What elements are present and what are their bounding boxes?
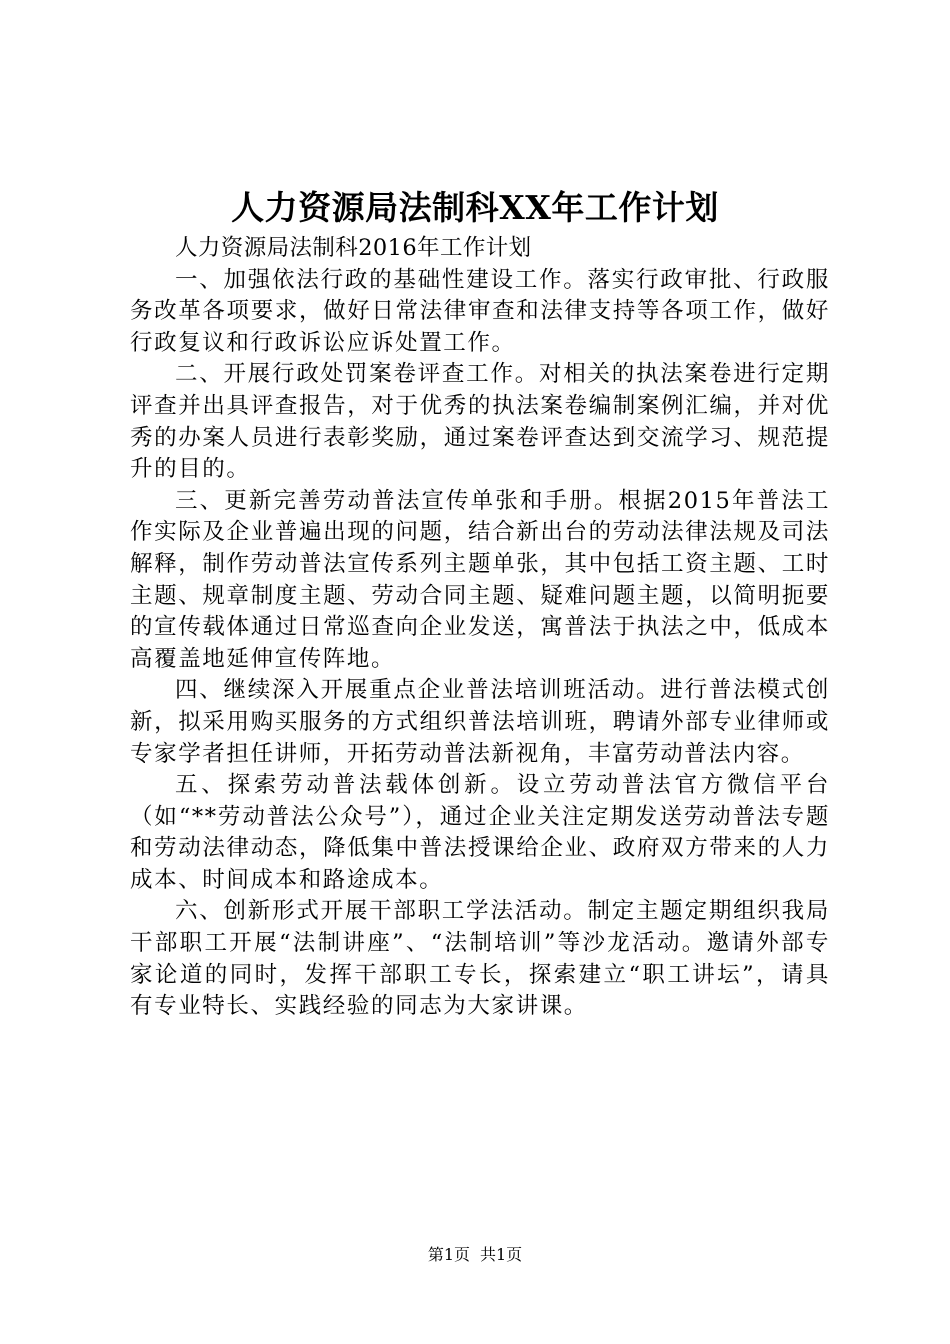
page-number: 第1页 [427,1245,470,1264]
document-title: 人力资源局法制科XX年工作计划 [231,188,719,227]
paragraph-2: 二、开展行政处罚案卷评查工作。对相关的执法案卷进行定期评查并出具评查报告，对于优秀的执法案卷编制案例汇编，并对优秀的办案人员进行表彰奖励，通过案卷评查达到交流学习、规范提升的目的。 [130,361,830,483]
paragraph-4: 四、继续深入开展重点企业普法培训班活动。进行普法模式创新，拟采用购买服务的方式组织普法培训班，聘请外部专业律师或专家学者担任讲师，开拓劳动普法新视角，丰富劳动普法内容。 [130,677,830,767]
document-subtitle: 人力资源局法制科2016年工作计划 [175,235,532,261]
page-footer [0,1245,950,1265]
paragraph-3: 三、更新完善劳动普法宣传单张和手册。根据2015年普法工作实际及企业普遍出现的问题，结合新出台的劳动法律法规及司法解释，制作劳动普法宣传系列主题单张，其中包括工资主题、工时主题、规章制度主题、劳动合同主题、疑难问题主题，以简明扼要的宣传载体通过日常巡查向企业发送，寓普法于执法之中，低成本高覆盖地延伸宣传阵地。 [130,487,830,672]
paragraph-6: 六、创新形式开展干部职工学法活动。制定主题定期组织我局干部职工开展“法制讲座”、“法制培训”等沙龙活动。邀请外部专家论道的同时，发挥干部职工专长，探索建立“职工讲坛”，请具有专业特长、实践经验的同志为大家讲课。 [130,898,830,1020]
page-total: 共1页 [480,1245,523,1264]
paragraph-5: 五、探索劳动普法载体创新。设立劳动普法官方微信平台（如“**劳动普法公众号”），通过企业关注定期发送劳动普法专题和劳动法律动态，降低集中普法授课给企业、政府双方带来的人力成本、时间成本和路途成本。 [130,772,830,893]
paragraph-1: 一、加强依法行政的基础性建设工作。落实行政审批、行政服务改革各项要求，做好日常法律审查和法律支持等各项工作，做好行政复议和行政诉讼应诉处置工作。 [130,266,830,356]
document-body [130,233,830,1023]
